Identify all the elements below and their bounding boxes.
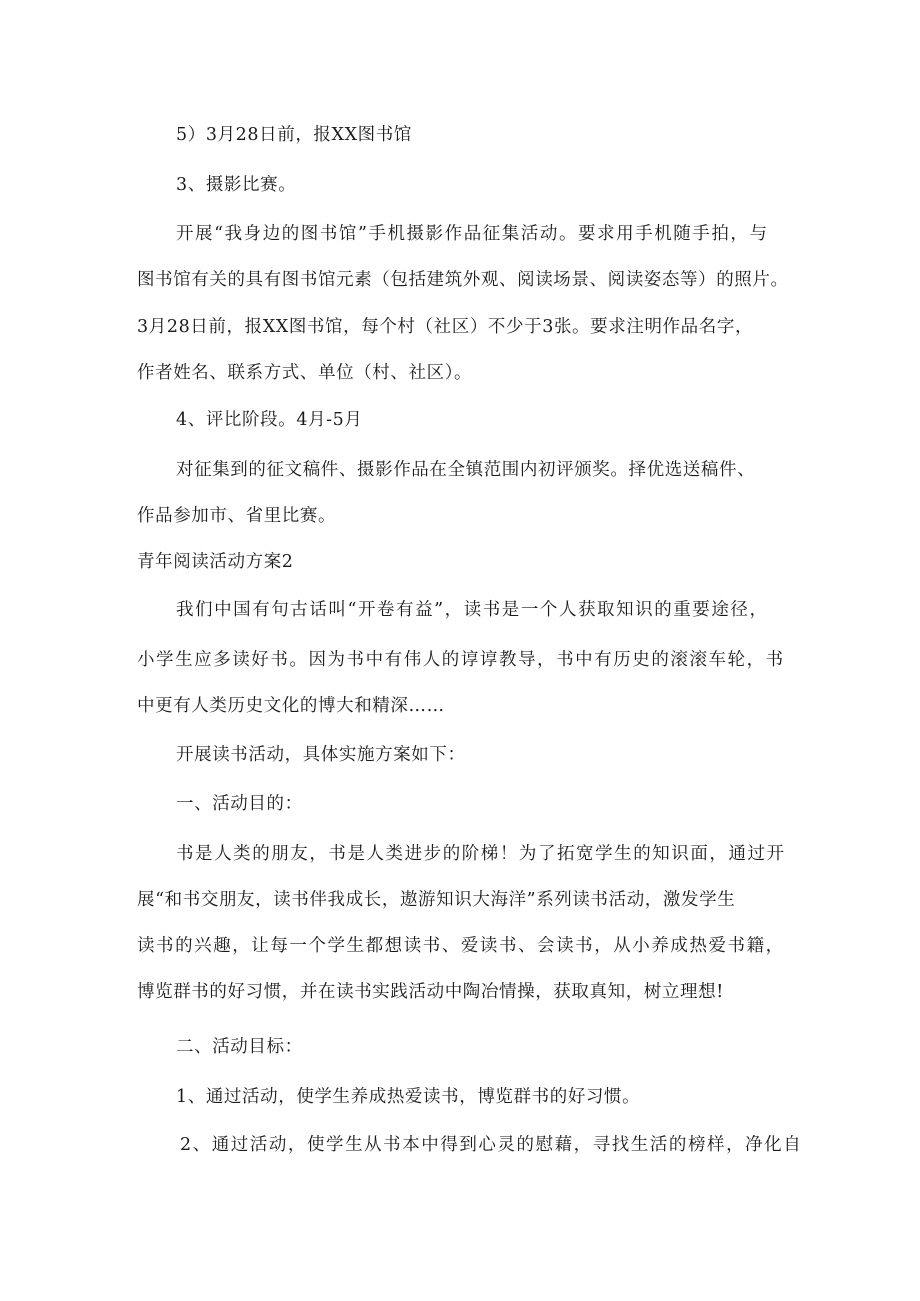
section-heading-judging: 4、评比阶段。4月-5月 (176, 410, 363, 430)
text-line: 展“和书交朋友，读书伴我成长，遨游知识大海洋”系列读书活动，激发学生 (137, 890, 736, 910)
text-line: 5）3月28日前，报XX图书馆 (176, 125, 412, 145)
document-title: 青年阅读活动方案2 (137, 552, 294, 572)
text-line: 开展读书活动，具体实施方案如下： (176, 745, 466, 765)
text-line: 作品参加市、省里比赛。 (137, 506, 337, 526)
text-line: 对征集到的征文稿件、摄影作品在全镇范围内初评颁奖。择优选送稿件、 (176, 460, 756, 480)
text-line: 读书的兴趣，让每一个学生都想读书、爱读书、会读书，从小养成热爱书籍， (137, 936, 785, 956)
text-line: 书是人类的朋友，书是人类进步的阶梯！为了拓宽学生的知识面，通过开 (176, 844, 786, 864)
text-line: 开展“我身边的图书馆”手机摄影作品征集活动。要求用手机随手拍，与 (176, 224, 769, 244)
list-item: 2、通过活动，使学生从书本中得到心灵的慰藉，寻找生活的榜样，净化自 (180, 1135, 803, 1155)
section-heading-goals: 二、活动目标： (176, 1037, 303, 1057)
text-line: 图书馆有关的具有图书馆元素（包括建筑外观、阅读场景、阅读姿态等）的照片。 (137, 270, 789, 290)
text-line: 中更有人类历史文化的博大和精深…… (137, 696, 445, 716)
text-line: 作者姓名、联系方式、单位（村、社区）。 (137, 363, 473, 383)
list-item: 1、通过活动，使学生养成热爱读书，博览群书的好习惯。 (176, 1087, 641, 1107)
text-line: 3月28日前，报XX图书馆，每个村（社区）不少于3张。要求注明作品名字， (137, 317, 754, 337)
section-heading-purpose: 一、活动目的： (176, 794, 303, 814)
text-line: 我们中国有句古话叫“开卷有益”，读书是一个人获取知识的重要途径， (176, 600, 769, 620)
text-line: 小学生应多读好书。因为书中有伟人的谆谆教导，书中有历史的滚滚车轮，书 (137, 650, 785, 670)
section-heading-photo-contest: 3、摄影比赛。 (176, 175, 297, 195)
text-line: 博览群书的好习惯，并在读书实践活动中陶冶情操，获取真知，树立理想! (137, 982, 724, 1002)
